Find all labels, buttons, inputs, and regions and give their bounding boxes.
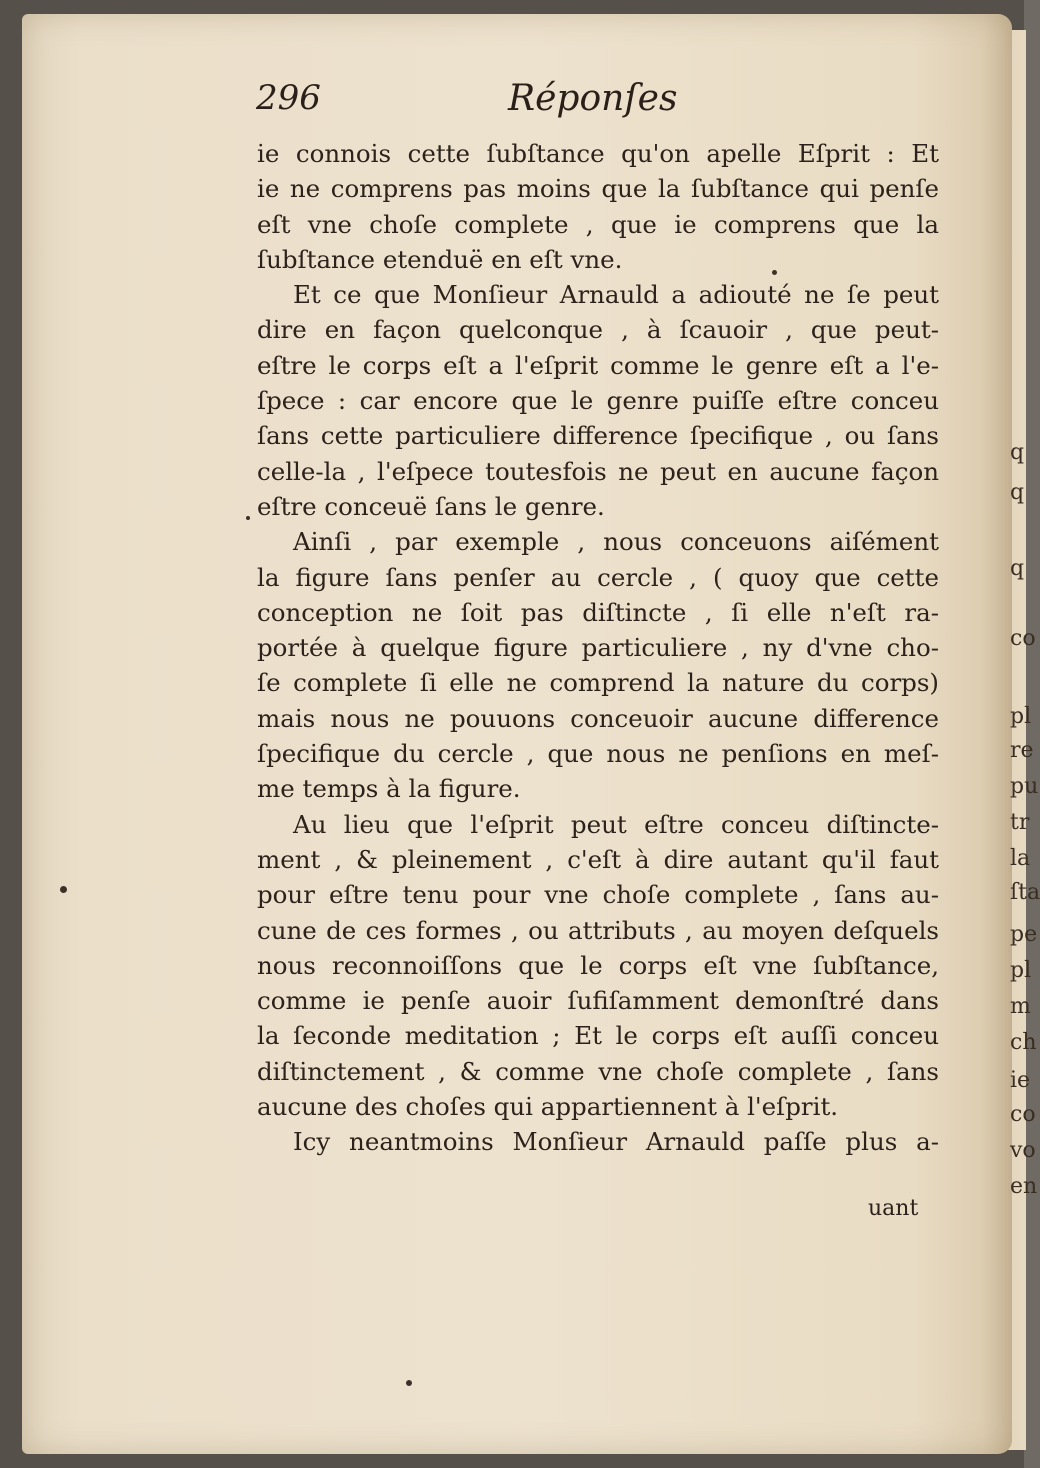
text-line: dire en façon quelconque , à ſcauoir , que peut-	[257, 315, 939, 345]
text-line: diſtinctement , & comme vne choſe complete , ſans	[257, 1056, 939, 1086]
body-text	[257, 136, 939, 1160]
text-line: ment , & pleinement , c'eſt à dire autant qu'il faut	[257, 844, 939, 874]
ink-speck	[406, 1380, 412, 1386]
ink-speck	[772, 270, 777, 275]
text-line: ſe complete ſi elle ne comprend la nature du corps)	[257, 668, 939, 698]
text-line: ſubſtance etenduë en eſt vne.	[257, 244, 623, 274]
catchword: uant	[868, 1196, 919, 1221]
text-line: cune de ces formes , ou attributs , au moyen deſquels	[257, 915, 939, 945]
text-line: nous reconnoiſſons que le corps eſt vne ſubſtance,	[257, 950, 939, 980]
text-line: ſpecifique du cercle , que nous ne penſions en meſ-	[257, 739, 939, 769]
margin-fragment: tr	[1010, 810, 1030, 835]
text-line: pour eſtre tenu pour vne choſe complete , ſans au-	[257, 880, 939, 910]
margin-fragment: vo	[1010, 1138, 1036, 1163]
page-number: 296	[256, 78, 321, 118]
ink-speck	[60, 886, 67, 893]
margin-fragment: la	[1010, 846, 1031, 871]
margin-fragment: pe	[1010, 922, 1038, 947]
margin-fragment: q	[1010, 480, 1025, 505]
text-line: Au lieu que l'eſprit peut eſtre conceu diſtincte-	[293, 809, 939, 839]
text-line: me temps à la figure.	[257, 774, 521, 804]
text-line: celle-la , l'eſpece toutesfois ne peut en aucune façon	[257, 456, 939, 486]
text-line: eſt vne choſe complete , que ie comprens que la	[257, 209, 939, 239]
text-line: eſtre conceuë ſans le genre.	[257, 491, 605, 521]
margin-fragment: pu	[1010, 774, 1039, 799]
text-line: portée à quelque figure particuliere , ny d'vne cho-	[257, 633, 939, 663]
text-line: Et ce que Monſieur Arnauld a adiouté ne ſe peut	[293, 280, 939, 310]
text-line: ie connois cette ſubſtance qu'on apelle Eſprit : Et	[257, 139, 939, 168]
text-line: ſans cette particuliere difference ſpecifique , ou ſans	[257, 421, 939, 451]
text-line: la figure ſans penſer au cercle , ( quoy que cette	[257, 562, 939, 592]
running-head: Réponſes	[508, 78, 678, 119]
ink-speck	[246, 516, 250, 520]
text-line: eſtre le corps eſt a l'eſprit comme le genre eſt a l'e-	[257, 350, 939, 380]
margin-fragment: ſta	[1010, 880, 1040, 905]
page-header	[256, 78, 956, 128]
margin-fragment: re	[1010, 738, 1034, 763]
margin-fragment: co	[1010, 626, 1036, 651]
margin-fragment: q	[1010, 440, 1025, 465]
margin-fragment: ch	[1010, 1030, 1037, 1055]
text-line: aucune des choſes qui appartiennent à l'eſprit.	[257, 1092, 839, 1122]
text-line: conception ne ſoit pas diſtincte , ſi elle n'eſt ra-	[257, 597, 939, 627]
margin-fragment: pl	[1010, 958, 1032, 983]
text-line: ſpece : car encore que le genre puiſſe eſtre conceu	[257, 386, 939, 416]
text-line: mais nous ne pouuons conceuoir aucune difference	[257, 703, 939, 733]
text-line: comme ie penſe auoir ſufiſamment demonſtré dans	[257, 986, 939, 1016]
text-line: Ainſi , par exemple , nous conceuons aiſément	[293, 527, 939, 557]
margin-fragment: en	[1010, 1174, 1038, 1199]
margin-fragment: q	[1010, 556, 1025, 581]
margin-fragment: m	[1010, 994, 1031, 1019]
margin-fragment: ie	[1010, 1068, 1031, 1093]
text-line: ie ne comprens pas moins que la ſubſtance qui penſe	[257, 174, 939, 204]
margin-fragment: co	[1010, 1102, 1036, 1127]
text-line: la ſeconde meditation ; Et le corps eſt auſſi conceu	[257, 1021, 939, 1051]
margin-fragment: pl	[1010, 704, 1032, 729]
text-line: Icy neantmoins Monſieur Arnauld paſſe plus a-	[293, 1127, 939, 1157]
